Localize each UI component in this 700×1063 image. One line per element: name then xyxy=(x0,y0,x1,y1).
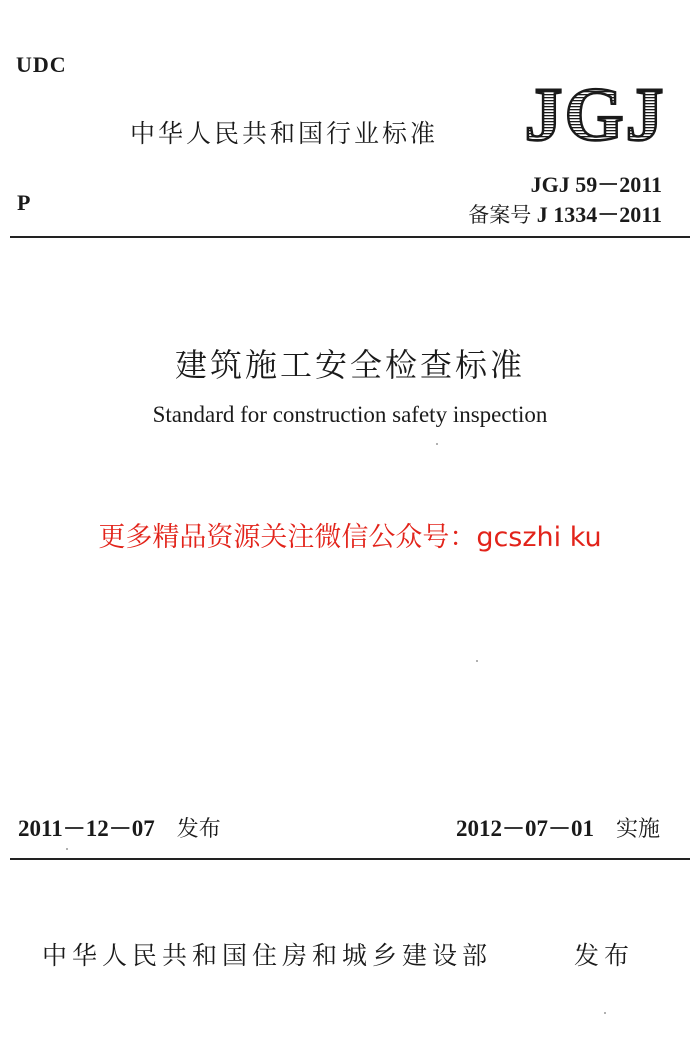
filing-number-line xyxy=(468,198,662,229)
bottom-divider xyxy=(10,858,690,860)
standard-number: JGJ 59－2011 xyxy=(530,172,662,197)
logo-text: JGJ xyxy=(524,76,666,148)
filing-number: J 1334－2011 xyxy=(536,202,662,227)
issue-label: 发布 xyxy=(176,817,221,842)
category-letter: P xyxy=(17,190,31,215)
title-chinese: 建筑施工安全检查标准 xyxy=(174,346,525,384)
publisher-name: 中华人民共和国住房和城乡建设部 xyxy=(42,941,493,970)
implement-date: 2012－07－01 xyxy=(455,816,594,841)
implement-date-line xyxy=(456,810,660,843)
scan-speck xyxy=(604,1012,606,1014)
jgj-logo xyxy=(520,76,670,148)
industry-standard-heading: 中华人民共和国行业标准 xyxy=(130,119,439,148)
publisher-action: 发布 xyxy=(573,941,634,970)
promo-watermark-text: 更多精品资源关注微信公众号：gcszhi ku xyxy=(98,522,602,553)
filing-label: 备案号 xyxy=(468,203,532,227)
issue-date: 2011－12－07 xyxy=(18,816,155,841)
issue-date-line xyxy=(18,810,221,843)
scan-speck xyxy=(66,848,68,850)
top-divider xyxy=(10,236,690,238)
scan-speck xyxy=(476,660,478,662)
implement-label: 实施 xyxy=(615,817,660,842)
title-english: Standard for construction safety inspection xyxy=(152,402,548,427)
udc-label: UDC xyxy=(16,52,67,77)
scan-speck xyxy=(436,443,438,445)
